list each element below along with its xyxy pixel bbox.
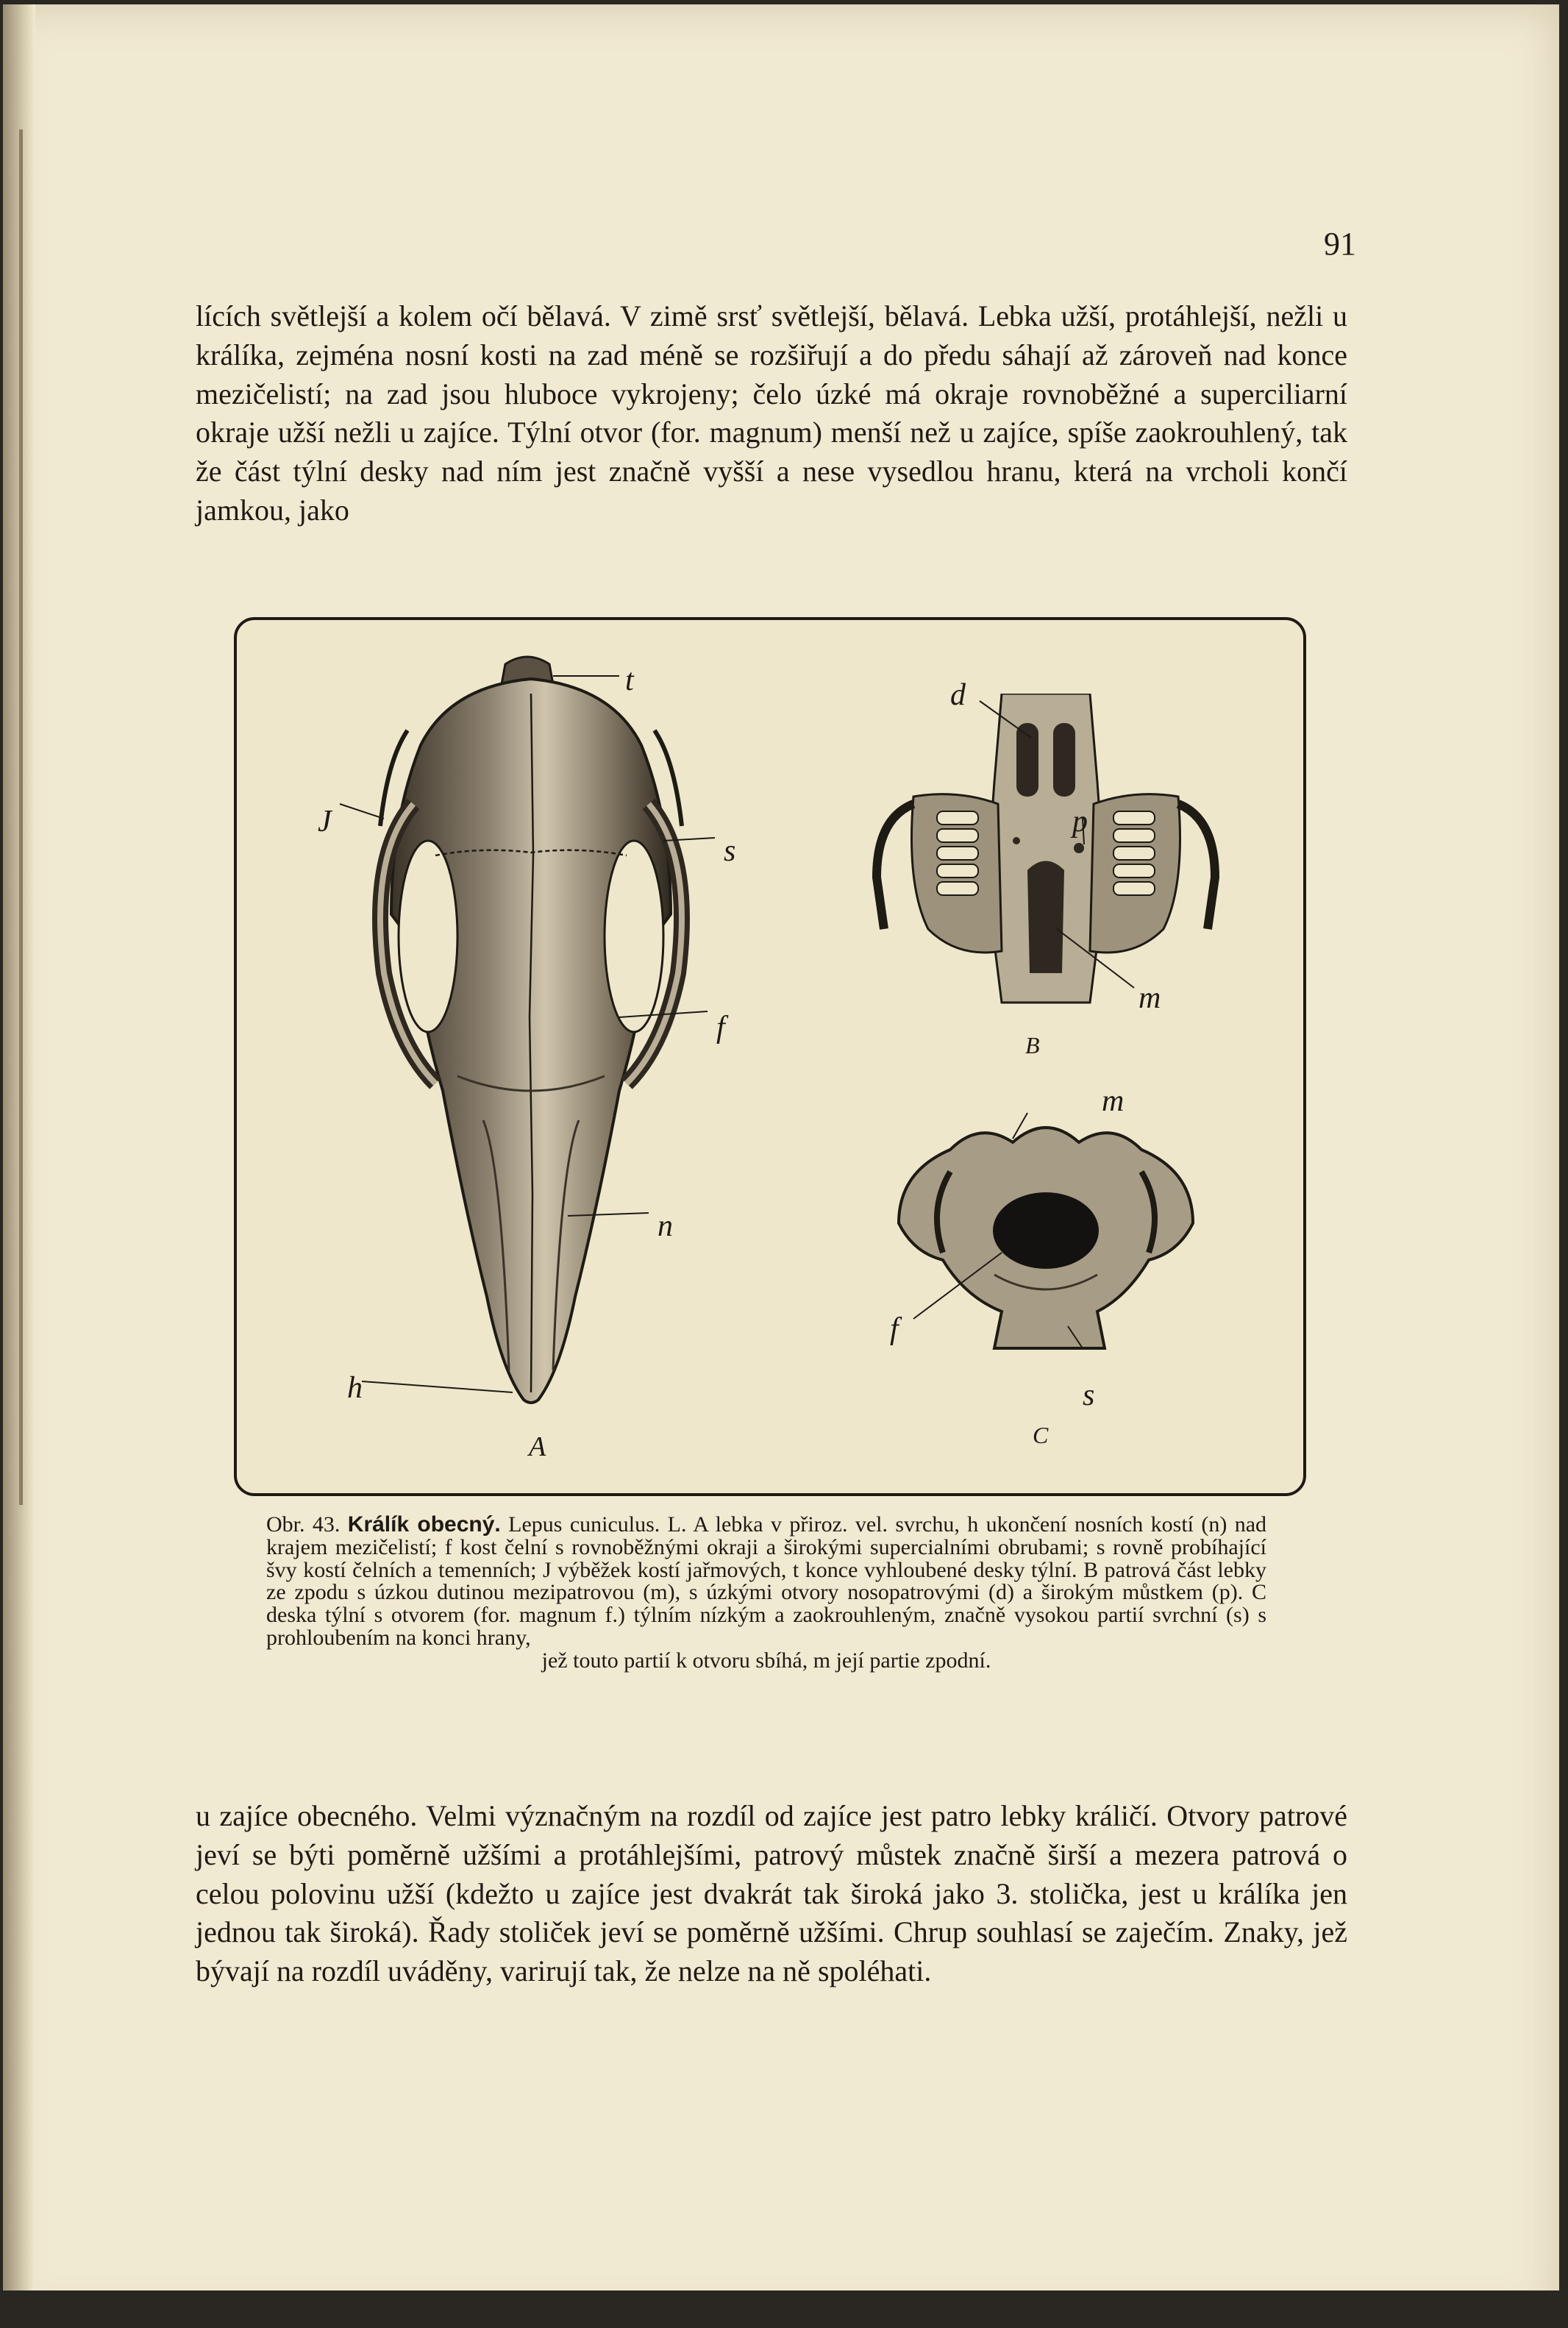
page-number: 91: [1324, 226, 1356, 262]
binding-thread: [19, 129, 23, 1505]
label-a-t: t: [625, 663, 634, 697]
label-b-m: m: [1138, 981, 1161, 1015]
skull-a-illustration: [325, 635, 737, 1459]
label-a-h: h: [347, 1371, 363, 1405]
label-c-f: f: [890, 1312, 899, 1346]
figure-43: [234, 617, 1306, 1496]
label-a-s: s: [724, 834, 736, 868]
label-b: B: [1025, 1032, 1040, 1058]
paragraph-top: lících světlejší a kolem očí bělavá. V zimě srsť světlejší, bělavá. Lebka užší, protáhlejší, nežli u králíka, zejména nosní kosti na zad méně se rozšiřují a do předu sáhají až zároveň nad konce mezičelistí; na zad jsou hluboce vykrojeny; čelo úzké má okraje rovnoběžné a superciliarní okraje užší nežli u zajíce. Týlní otvor (for. magnum) menší než u zajíce, spíše zaokrouhlený, tak že část týlní desky nad ním jest značně vyšší a nese vysedlou hranu, která na vrcholi končí jamkou, jako: [196, 299, 1347, 527]
skull-b-illustration: [869, 694, 1222, 1010]
label-c-s: s: [1083, 1378, 1095, 1412]
label-c: C: [1033, 1422, 1049, 1448]
book-page: [3, 4, 1559, 2321]
label-b-p: p: [1072, 805, 1088, 839]
caption-body: Lepus cuniculus. L. A lebka v přiroz. vel. svrchu, h ukončení nosních kostí (n) nad krajem mezičelistí; f kost čelní s rovnoběžnými okraji a širokými supercialními obrubami; s rovně probíhající švy kostí čelních a temenních; J výběžek kostí jařmových, t konce vyhloubené desky týlní. B patrová část lebky ze zpodu s úzkou dutinou mezipatrovou (m), s úzkými otvory nosopatrovými (d) a širokým můstkem (p). C deska týlní s otvorem (for. magnum f.) týlním nízkým a zaokrouhleným, značně vysokou partií svrchní (s) s prohloubením na konci hrany,: [266, 1512, 1267, 1650]
label-c-m: m: [1102, 1084, 1125, 1118]
scan-bottom-edge: [3, 2290, 1559, 2321]
caption-figure-number: Obr. 43.: [266, 1512, 341, 1537]
caption-title: Králík obecný.: [347, 1512, 501, 1537]
label-b-d: d: [950, 678, 966, 712]
label-a-j: J: [318, 805, 332, 839]
label-a: A: [529, 1431, 546, 1462]
skull-c-illustration: [884, 1106, 1208, 1370]
label-a-n: n: [658, 1209, 673, 1243]
caption-last-line: jež touto partií k otvoru sbíhá, m její partie zpodní.: [541, 1648, 991, 1673]
label-a-f: f: [716, 1011, 725, 1044]
figure-caption: [266, 1514, 1266, 1673]
paragraph-bottom: u zajíce obecného. Velmi význačným na rozdíl od zajíce jest patro lebky králičí. Otvory patrové jeví se býti poměrně užšími a protáhlejšími, patrový můstek značně širší a mezera patrová o celou polovinu užší (kdežto u zajíce jest dvakrát tak široká jako 3. stolička, jest u králíka jen jednou tak široká). Řady stoliček jeví se poměrně užšími. Chrup souhlasí se zaječím. Znaky, jež bývají na rozdíl uváděny, varirují tak, že nelze na ně spoléhati.: [196, 1799, 1347, 1988]
